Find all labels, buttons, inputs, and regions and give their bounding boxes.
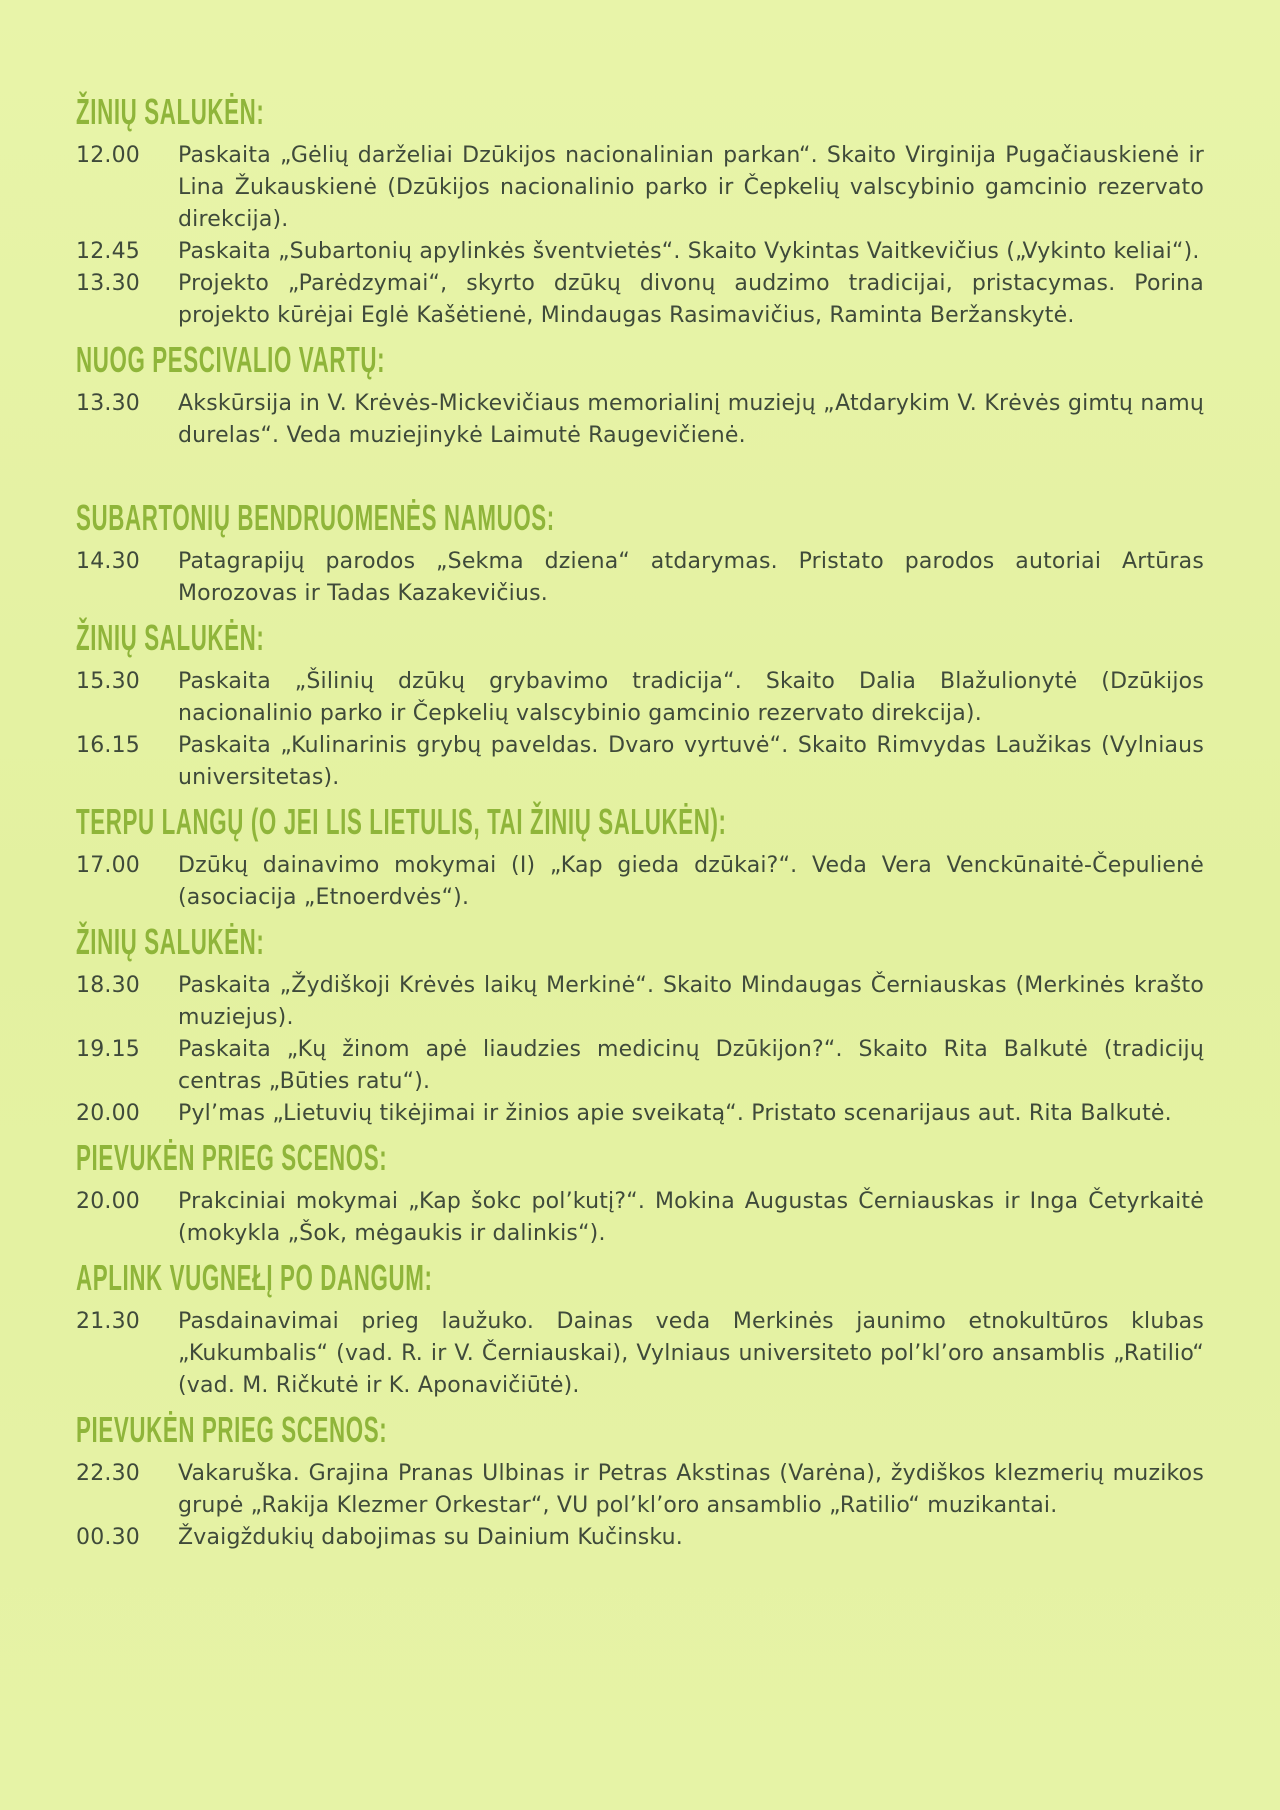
program-section <box>76 338 1204 452</box>
program-section <box>76 616 1204 794</box>
program-entry <box>76 970 1204 1034</box>
entry-description: Paskaita „Subartonių apylinkės šventvietės“. Skaito Vykintas Vaitkevičius („Vykinto keliai“). <box>178 239 1200 264</box>
entry-time: 00.30 <box>76 1525 140 1550</box>
section-title: PIEVUKĖN PRIEG SCENOS: <box>76 1409 388 1450</box>
program-entry <box>76 546 1204 610</box>
program-section <box>76 496 1204 610</box>
entry-time: 12.45 <box>76 239 140 264</box>
spacer <box>76 458 1204 496</box>
program-entry <box>76 388 1204 452</box>
entry-description: Akskūrsija in V. Krėvės-Mickevičiaus memorialinį muziejų „Atdarykim V. Krėvės gimtų namų durelas“. Veda muziejinykė Laimutė Raugevičienė. <box>178 391 1204 448</box>
entry-time: 15.30 <box>76 669 140 694</box>
program-section <box>76 1136 1204 1250</box>
program-section <box>76 1408 1204 1554</box>
entry-time: 14.30 <box>76 549 140 574</box>
section-title: ŽINIŲ SALUKĖN: <box>76 921 265 962</box>
program-entry <box>76 140 1204 236</box>
program-entry <box>76 1098 1204 1130</box>
entry-description: Pyl’mas „Lietuvių tikėjimai ir žinios apie sveikatą“. Pristato scenarijaus aut. Rita Balkutė. <box>178 1101 1172 1126</box>
program-entry <box>76 1306 1204 1402</box>
entry-time: 12.00 <box>76 143 140 168</box>
section-title: ŽINIŲ SALUKĖN: <box>76 617 265 658</box>
entry-time: 16.15 <box>76 733 140 758</box>
entry-time: 13.30 <box>76 271 140 296</box>
program-entry <box>76 666 1204 730</box>
program-section <box>76 90 1204 332</box>
section-title: NUOG PESCIVALIO VARTŲ: <box>76 339 386 380</box>
program-section <box>76 1256 1204 1402</box>
program-entry <box>76 268 1204 332</box>
entry-description: Žvaigždukių dabojimas su Dainium Kučinsku. <box>178 1525 684 1550</box>
entry-time: 20.00 <box>76 1189 140 1214</box>
section-title: APLINK VUGNEŁĮ PO DANGUM: <box>76 1257 433 1298</box>
entry-time: 17.00 <box>76 853 140 878</box>
entry-time: 20.00 <box>76 1101 140 1126</box>
program-section <box>76 800 1204 914</box>
section-title: ŽINIŲ SALUKĖN: <box>76 91 265 132</box>
entry-description: Patagrapijų parodos „Sekma dziena“ atdarymas. Pristato parodos autoriai Artūras Morozovas ir Tadas Kazakevičius. <box>178 549 1204 606</box>
entry-description: Paskaita „Šilinių dzūkų grybavimo tradicija“. Skaito Dalia Blažulionytė (Dzūkijos nacionalinio parko ir Čepkelių valscybinio gamcinio rezervato direkcija). <box>178 669 1204 726</box>
program-entry <box>76 1458 1204 1522</box>
entry-time: 21.30 <box>76 1309 140 1334</box>
entry-description: Projekto „Parėdzymai“, skyrto dzūkų divonų audzimo tradicijai, pristacymas. Porina projekto kūrėjai Eglė Kašėtienė, Mindaugas Rasimavičius, Raminta Beržanskytė. <box>178 271 1204 328</box>
section-title: PIEVUKĖN PRIEG SCENOS: <box>76 1137 388 1178</box>
program-entry <box>76 236 1204 268</box>
entry-description: Paskaita „Žydiškoji Krėvės laikų Merkinė“. Skaito Mindaugas Černiauskas (Merkinės krašto muziejus). <box>178 973 1204 1030</box>
entry-description: Paskaita „Kulinarinis grybų paveldas. Dvaro vyrtuvė“. Skaito Rimvydas Laužikas (Vylniaus universitetas). <box>178 733 1204 790</box>
entry-description: Dzūkų dainavimo mokymai (I) „Kap gieda dzūkai?“. Veda Vera Venckūnaitė-Čepulienė (asociacija „Etnoerdvės“). <box>178 853 1204 910</box>
entry-description: Paskaita „Kų žinom apė liaudzies medicinų Dzūkijon?“. Skaito Rita Balkutė (tradicijų centras „Būties ratu“). <box>178 1037 1204 1094</box>
program-entry <box>76 1034 1204 1098</box>
entry-description: Paskaita „Gėlių darželiai Dzūkijos nacionalinian parkan“. Skaito Virginija Pugačiauskienė ir Lina Žukauskienė (Dzūkijos nacionalinio parko ir Čepkelių valscybinio gamcinio rezervato direkcija). <box>178 143 1204 232</box>
program-entry <box>76 1522 1204 1554</box>
entry-time: 22.30 <box>76 1461 140 1486</box>
section-title: TERPU LANGŲ (O JEI LIS LIETULIS, TAI ŽINIŲ SALUKĖN): <box>76 801 727 842</box>
entry-description: Vakaruška. Grajina Pranas Ulbinas ir Petras Akstinas (Varėna), žydiškos klezmerių muzikos grupė „Rakija Klezmer Orkestar“, VU pol’kl’oro ansamblio „Ratilio“ muzikantai. <box>178 1461 1204 1518</box>
entry-time: 18.30 <box>76 973 140 998</box>
program-entry <box>76 730 1204 794</box>
program-entry <box>76 1186 1204 1250</box>
program-section <box>76 920 1204 1130</box>
program-entry <box>76 850 1204 914</box>
entry-description: Pasdainavimai prieg laužuko. Dainas veda Merkinės jaunimo etnokultūros klubas „Kukumbalis“ (vad. R. ir V. Černiauskai), Vylniaus universiteto pol’kl’oro ansamblis „Ratilio“ (vad. M. Ričkutė ir K. Aponavičiūtė). <box>178 1309 1204 1398</box>
entry-time: 19.15 <box>76 1037 140 1062</box>
section-title: SUBARTONIŲ BENDRUOMENĖS NAMUOS: <box>76 497 555 538</box>
entry-time: 13.30 <box>76 391 140 416</box>
entry-description: Prakciniai mokymai „Kap šokc pol’kutį?“. Mokina Augustas Černiauskas ir Inga Četyrkaitė (mokykla „Šok, mėgaukis ir dalinkis“). <box>178 1189 1204 1246</box>
